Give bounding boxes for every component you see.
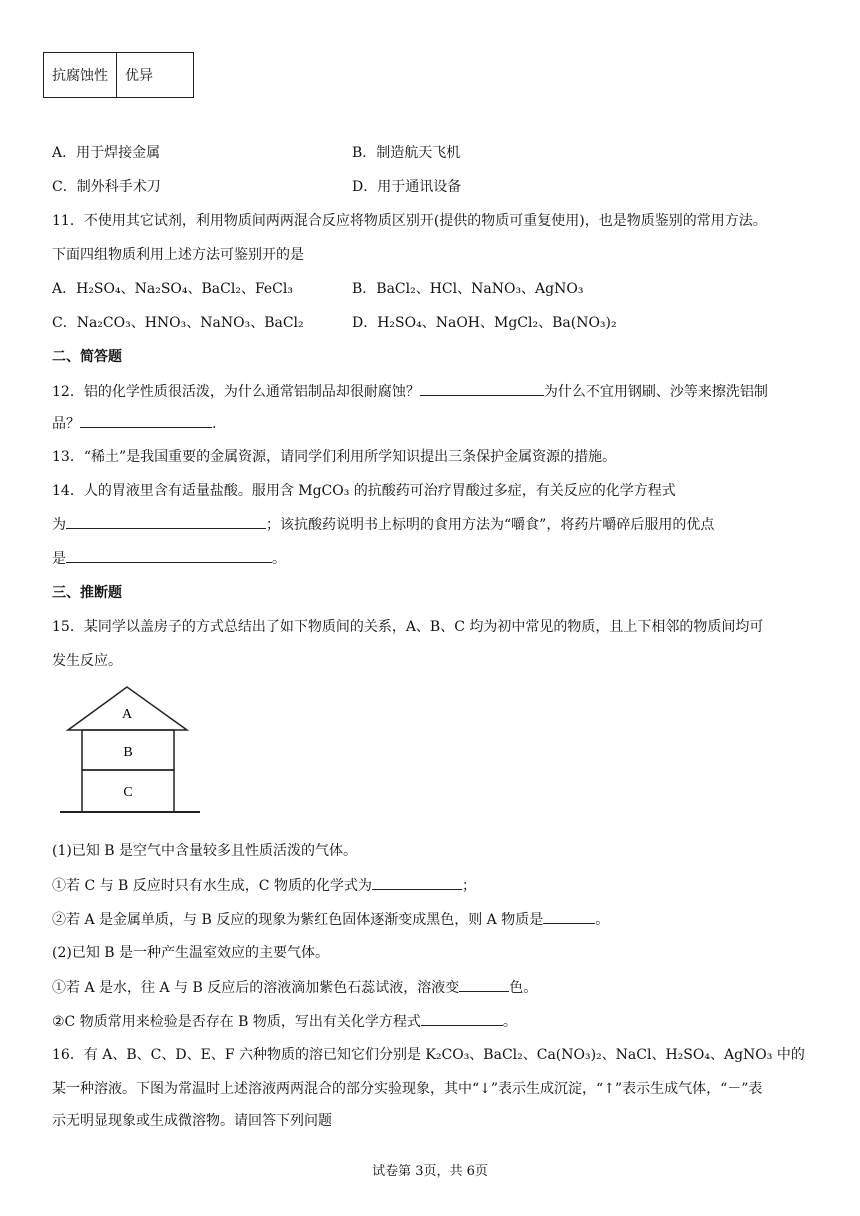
q15-part1a-end: ； — [461, 878, 476, 894]
q15-part2: (2)已知 B 是一种产生温室效应的主要气体。 — [52, 945, 330, 961]
q14-text-d: 。 — [272, 551, 286, 567]
section-heading-inference: 三、推断题 — [52, 585, 122, 601]
q14-line2 — [52, 513, 714, 534]
q14-text-b: ；该抗酸药说明书上标明的食用方法为“嚼食”，将药片嚼碎后服用的优点 — [266, 517, 715, 533]
q12-line1 — [52, 380, 768, 401]
q14-blank-1[interactable] — [66, 513, 266, 529]
q10-option-a: A．用于焊接金属 — [52, 145, 161, 161]
q11-option-b: B．BaCl₂、HCl、NaNO₃、AgNO₃ — [352, 281, 584, 297]
q15-part1b-text: ②若 A 是金属单质，与 B 反应的现象为紫红色固体逐渐变成黑色，则 A 物质是 — [52, 912, 544, 928]
page-footer: 试卷第 3页，共 6页 — [372, 1164, 488, 1179]
q15-part2a-text: ①若 A 是水，往 A 与 B 反应后的溶液滴加紫色石蕊试液，溶液变 — [52, 980, 460, 996]
q11-option-c: C．Na₂CO₃、HNO₃、NaNO₃、BaCl₂ — [52, 315, 304, 331]
table-cell-property: 抗腐蚀性 — [44, 53, 117, 98]
q15-part2a — [52, 976, 537, 997]
q14-text-a: 为 — [52, 517, 66, 533]
q10-option-b: B．制造航天飞机 — [352, 145, 461, 161]
q15-part2b-end: 。 — [502, 1014, 517, 1030]
house-diagram — [60, 684, 210, 824]
house-label-c: C — [123, 785, 133, 800]
section-heading-short-answer: 二、简答题 — [52, 349, 122, 365]
q14-blank-2[interactable] — [66, 547, 272, 563]
q11-stem-line2: 下面四组物质利用上述方法可鉴别开的是 — [52, 247, 304, 263]
q15-part1a-text: ①若 C 与 B 反应时只有水生成，C 物质的化学式为 — [52, 878, 372, 894]
q11-option-a: A．H₂SO₄、Na₂SO₄、BaCl₂、FeCl₃ — [52, 281, 293, 297]
q15-part1: (1)已知 B 是空气中含量较多且性质活泼的气体。 — [52, 843, 358, 859]
q13-text: 13．“稀土”是我国重要的金属资源，请同学们利用所学知识提出三条保护金属资源的措施。 — [52, 449, 617, 465]
q15-part1b-end: 。 — [595, 912, 610, 928]
q11-option-d: D．H₂SO₄、NaOH、MgCl₂、Ba(NO₃)₂ — [352, 315, 617, 331]
q15-stem-line2: 发生反应。 — [52, 653, 122, 669]
table-cell-value: 优异 — [117, 53, 194, 98]
q10-option-c: C．制外科手术刀 — [52, 179, 161, 195]
q14-text-c: 是 — [52, 551, 66, 567]
q15-blank-3[interactable] — [459, 976, 509, 992]
q15-part2b-text: ②C 物质常用来检验是否存在 B 物质，写出有关化学方程式 — [52, 1014, 421, 1030]
q16-line1: 16．有 A、B、C、D、E、F 六种物质的溶已知它们分别是 K₂CO₃、BaCl₂、Ca(NO₃)₂、NaCl、H₂SO₄、AgNO₃ 中的 — [52, 1047, 805, 1063]
q12-text-c: 品？ — [52, 416, 80, 432]
q15-stem-line1: 15．某同学以盖房子的方式总结出了如下物质间的关系，A、B、C 均为初中常见的物质，且上下相邻的物质间均可 — [52, 619, 764, 635]
q16-line3: 示无明显现象或生成微溶物。请回答下列问题 — [52, 1113, 332, 1129]
q14-line1: 14．人的胃液里含有适量盐酸。服用含 MgCO₃ 的抗酸药可治疗胃酸过多症，有关反应的化学方程式 — [52, 483, 676, 499]
q10-option-d: D．用于通讯设备 — [352, 179, 462, 195]
q15-part2a-end: 色。 — [509, 980, 538, 996]
q16-line2: 某一种溶液。下图为常温时上述溶液两两混合的部分实验现象，其中“↓”表示生成沉淀，“↑”表示生成气体，“－”表 — [52, 1081, 763, 1097]
q14-line3 — [52, 547, 286, 568]
q11-stem-line1: 11．不使用其它试剂，利用物质间两两混合反应将物质区别开(提供的物质可重复使用)，也是物质鉴别的常用方法。 — [52, 213, 767, 229]
q12-text-b: 为什么不宜用钢刷、沙等来擦洗铝制 — [543, 384, 768, 400]
house-label-a: A — [121, 707, 133, 722]
q12-line2 — [52, 412, 216, 433]
q15-blank-2[interactable] — [543, 908, 595, 924]
q15-part1b — [52, 908, 609, 929]
q12-blank-2[interactable] — [80, 412, 212, 428]
q12-text-a: 12．铝的化学性质很活泼，为什么通常铝制品却很耐腐蚀？ — [52, 384, 420, 400]
q12-text-d: . — [212, 416, 217, 432]
q15-part2b — [52, 1010, 517, 1031]
q15-part1a — [52, 874, 476, 895]
q15-blank-1[interactable] — [372, 874, 462, 890]
q12-blank-1[interactable] — [420, 380, 544, 396]
house-label-b: B — [123, 745, 133, 760]
q15-blank-4[interactable] — [421, 1010, 503, 1026]
property-table — [43, 52, 194, 98]
